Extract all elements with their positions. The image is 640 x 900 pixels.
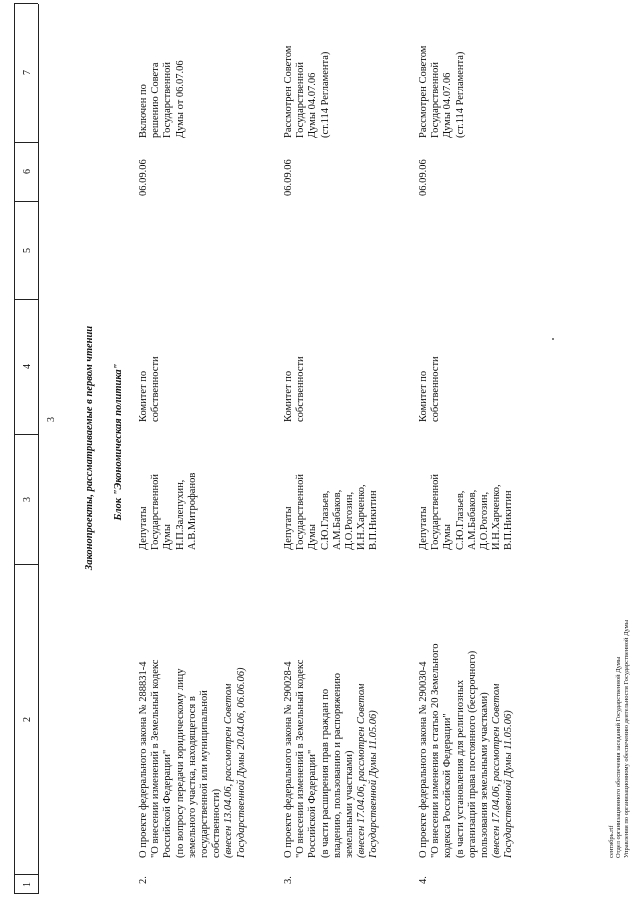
status-line: Думы 04.07.06: [307, 72, 319, 138]
bill-text-line: (по вопросу передачи юридическому лицу: [174, 668, 186, 858]
author-line: Д.О.Рогозин,: [479, 491, 491, 550]
author-line: Государственной: [295, 474, 307, 550]
author-line: В.П.Никитин: [503, 490, 515, 550]
bill-note-line: (внесен 13.04.06, рассмотрен Советом: [223, 683, 235, 858]
author-line: И.Н.Харченко,: [356, 484, 368, 550]
bill-authors: [418, 474, 516, 550]
bill-text-line: О проекте федерального закона № 290028-4: [283, 661, 294, 858]
header-col-divider: [14, 299, 38, 300]
author-line: Депутаты: [138, 506, 149, 550]
bill-description: [418, 643, 516, 858]
header-top-rule: [14, 4, 15, 894]
responsible-committee: [283, 356, 307, 422]
author-line: В.П.Никитин: [368, 490, 380, 550]
author-line: Депутаты: [418, 506, 429, 550]
bill-note-line: Государственной Думы 11.05.06): [503, 710, 515, 858]
column-number: 2: [22, 717, 33, 722]
status-line: Государственной: [295, 62, 307, 138]
column-number: 4: [22, 364, 33, 369]
committee-line: собственности: [430, 356, 442, 422]
section-title: Законопроекты, рассматриваемые в первом чтении: [84, 325, 95, 571]
column-number: 6: [22, 169, 33, 174]
author-line: А.М.Бабаков,: [331, 489, 343, 550]
scan-dot: [552, 338, 554, 340]
bill-text-line: государственной или муниципальной: [199, 690, 211, 858]
review-date: 06.09.06: [138, 159, 149, 196]
row-number: 2.: [138, 876, 149, 884]
column-number: 5: [22, 248, 33, 253]
author-line: Н.П.Залепухин,: [174, 479, 186, 550]
status-line: Включен по: [138, 84, 149, 138]
bill-text-line: Российской Федерации": [307, 749, 319, 858]
status-line: Рассмотрен Советом: [283, 45, 294, 138]
bill-text-line: О проекте федерального закона № 290030-4: [418, 661, 429, 858]
status-line: Государственной: [430, 62, 442, 138]
author-line: Депутаты: [283, 506, 294, 550]
page-number: 3: [46, 417, 57, 422]
status-note: [283, 46, 332, 138]
author-line: С.Ю.Глазьев,: [319, 490, 331, 550]
responsible-committee: [138, 356, 162, 422]
bill-text-line: "О внесении изменений в Земельный кодекс: [150, 659, 162, 858]
author-line: С.Ю.Глазьев,: [454, 490, 466, 550]
author-line: Думы: [307, 524, 319, 550]
bill-text-line: земельными участками): [344, 750, 356, 858]
status-line: Думы 04.07.06: [442, 72, 454, 138]
bill-text-line: земельного участка, находящегося в: [186, 696, 198, 858]
block-title: Блок "Экономическая политика": [113, 363, 124, 521]
bill-note-line: (внесен 17.04.06, рассмотрен Советом: [356, 683, 368, 858]
bill-note-line: (внесен 17.04.06, рассмотрен Советом: [491, 683, 503, 858]
review-date: 06.09.06: [418, 159, 429, 196]
header-bottom-rule: [38, 4, 39, 894]
bill-text-line: организаций права постоянного (бессрочного): [466, 650, 478, 858]
column-number: 7: [22, 70, 33, 75]
author-line: И.Н.Харченко,: [491, 484, 503, 550]
bill-text-line: (в части установления для религиозных: [454, 679, 466, 858]
bill-description: [138, 660, 248, 858]
bill-authors: [283, 474, 381, 550]
committee-line: Комитет по: [138, 370, 149, 422]
status-line: Государственной: [162, 62, 174, 138]
bill-text-line: пользования земельными участками): [479, 692, 491, 858]
bill-note-line: Государственной Думы 11.05.06): [368, 710, 380, 858]
footer-department: Отдел организационного обеспечения заседаний Государственной Думы: [615, 656, 623, 858]
author-line: Государственной: [150, 474, 162, 550]
header-col-divider: [14, 3, 38, 4]
row-number: 4.: [418, 876, 429, 884]
header-col-divider: [14, 564, 38, 565]
header-col-divider: [14, 893, 38, 894]
column-number: 3: [22, 497, 33, 502]
status-line: (ст.114 Регламента): [319, 51, 331, 138]
bill-text-line: владению, пользованию и распоряжению: [331, 673, 343, 858]
footer-filename: сентябрь.rtf: [608, 825, 615, 858]
committee-line: Комитет по: [283, 370, 294, 422]
footer-directorate: Управления по организационному обеспечению деятельности Государственной Думы: [622, 619, 630, 858]
author-line: А.В.Митрофанов: [186, 472, 198, 550]
header-col-divider: [14, 142, 38, 143]
status-line: решению Совета: [150, 62, 162, 138]
row-number: 3.: [283, 876, 294, 884]
author-line: Д.О.Рогозин,: [344, 491, 356, 550]
column-number: 1: [22, 882, 33, 887]
status-line: Думы от 06.07.06: [174, 60, 186, 138]
header-col-divider: [14, 434, 38, 435]
bill-text-line: "О внесении изменения в статью 20 Земельного: [430, 643, 442, 858]
document-footer: [608, 620, 630, 858]
responsible-committee: [418, 356, 442, 422]
bill-text-line: Российской Федерации": [162, 749, 174, 858]
review-date: 06.09.06: [283, 159, 294, 196]
committee-line: собственности: [150, 356, 162, 422]
committee-line: собственности: [295, 356, 307, 422]
header-col-divider: [14, 874, 38, 875]
author-line: А.М.Бабаков,: [466, 489, 478, 550]
bill-text-line: О проекте федерального закона № 288831-4: [138, 661, 149, 858]
status-note: [418, 46, 467, 138]
author-line: Думы: [442, 524, 454, 550]
status-line: (ст.114 Регламента): [454, 51, 466, 138]
bill-authors: [138, 473, 199, 550]
bill-text-line: кодекса Российской Федерации": [442, 713, 454, 858]
author-line: Думы: [162, 524, 174, 550]
bill-note-line: Государственной Думы 20.04.06, 06.06.06): [235, 667, 247, 858]
committee-line: Комитет по: [418, 370, 429, 422]
bill-description: [283, 660, 381, 858]
status-line: Рассмотрен Советом: [418, 45, 429, 138]
bill-text-line: (в части расширения прав граждан по: [319, 688, 331, 858]
status-note: [138, 60, 187, 138]
header-col-divider: [14, 201, 38, 202]
author-line: Государственной: [430, 474, 442, 550]
bill-text-line: собственности): [211, 788, 223, 858]
bill-text-line: "О внесении изменений в Земельный кодекс: [295, 659, 307, 858]
